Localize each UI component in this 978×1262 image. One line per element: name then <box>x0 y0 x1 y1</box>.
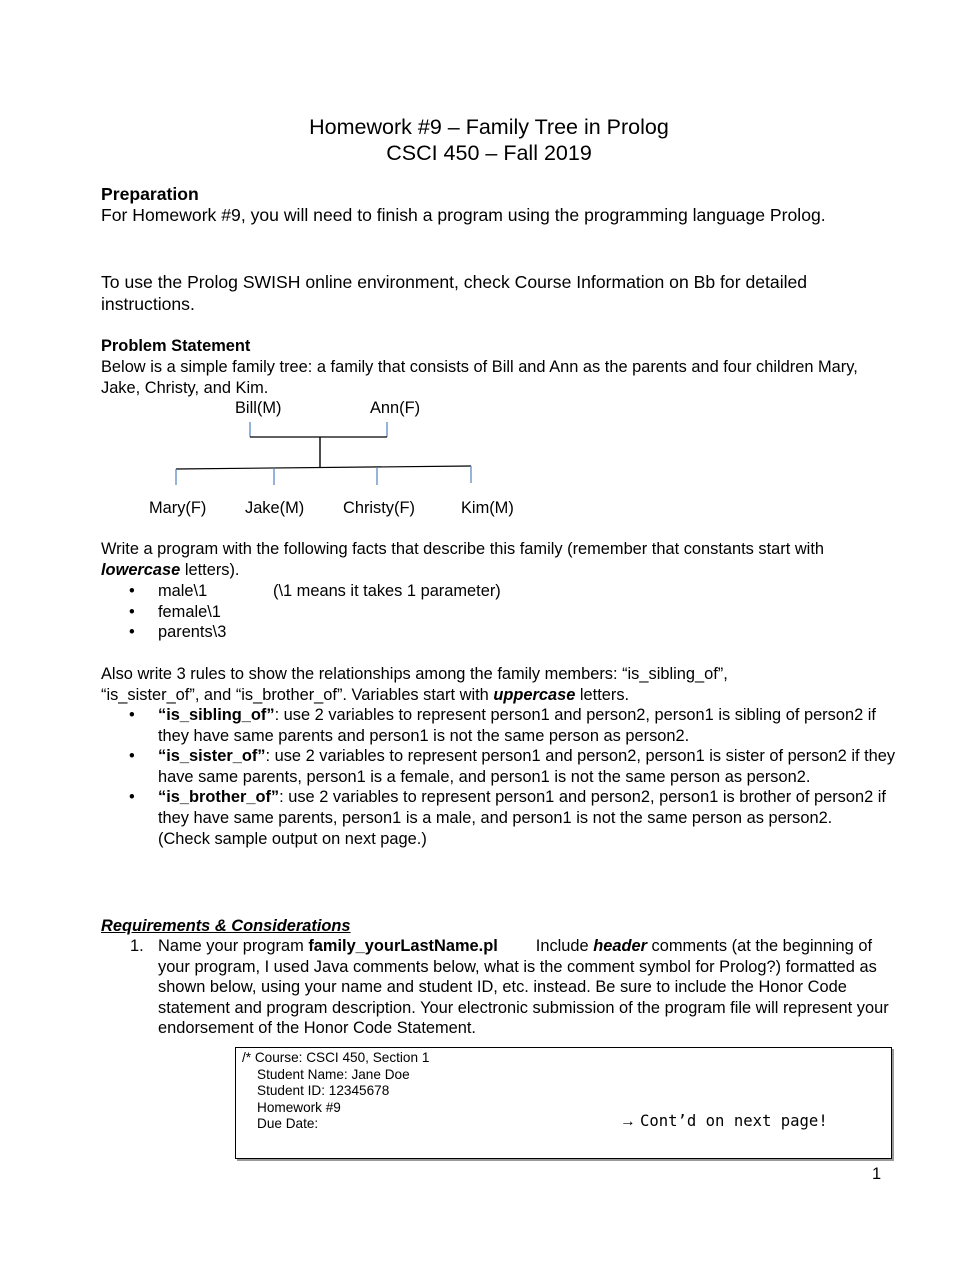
rules-intro: Also write 3 rules to show the relationships among the family members: “is_sibling_of”, “is_sister_of”, and “is_brother_of”. Variables start with uppercase letters. <box>101 665 728 704</box>
family-tree-diagram <box>0 395 978 525</box>
facts-intro: Write a program with the following facts that describe this family (remember that constants start with lowercase letters). <box>101 540 824 579</box>
code-line: Homework #9 <box>257 1099 341 1115</box>
list-item: 1. Name your program family_yourLastName.pl Include header comments (at the beginning of your program, I used Java comments below, what is the comment symbol for Prolog?) formatted as shown below, using your name and student ID, etc. instead. Be sure to include the Honor Code statement and program description. Your electronic submission of the program file will represent your endorsement of the Honor Code Statement. <box>130 937 889 1038</box>
list-item: • “is_sibling_of”: use 2 variables to represent person1 and person2, person1 is sibling of person2 if they have same parents and person1 is not the same person as person2. <box>101 705 901 746</box>
requirements-heading: Requirements & Considerations <box>101 917 351 935</box>
problem-intro: Below is a simple family tree: a family that consists of Bill and Ann as the parents and four children Mary, Jake, Christy, and Kim. <box>101 358 858 397</box>
list-item: • “is_sister_of”: use 2 variables to represent person1 and person2, person1 is sister of person2 if they have same parents, person1 is a female, and person1 is not the same person as person2. <box>101 746 901 787</box>
program-filename: family_yourLastName.pl <box>308 937 498 955</box>
problem-heading: Problem Statement <box>101 337 251 355</box>
document-title: Homework #9 – Family Tree in Prolog <box>309 115 669 139</box>
header-emphasis: header <box>593 937 647 955</box>
tree-node-mother: Ann(F) <box>370 399 421 417</box>
list-item: • “is_brother_of”: use 2 variables to represent person1 and person2, person1 is brother of person2 if they have same parents, person1 is a male, and person1 is not the same person as person2. (Check sample output on next page.) <box>101 787 901 849</box>
preparation-heading: Preparation <box>101 184 199 204</box>
children-bar <box>176 466 471 469</box>
tree-node-child-kim: Kim(M) <box>461 499 514 517</box>
rules-list <box>101 705 901 849</box>
arrow-right-icon: → <box>620 1113 636 1130</box>
list-item: • parents\3 <box>101 622 901 643</box>
requirements-list <box>101 936 901 1039</box>
rule-name: “is_sibling_of” <box>158 706 275 724</box>
tree-node-father: Bill(M) <box>235 399 282 417</box>
page-number: 1 <box>872 1165 882 1183</box>
tree-node-child-jake: Jake(M) <box>245 499 305 517</box>
rule-name: “is_sister_of” <box>158 747 266 766</box>
document-subtitle: CSCI 450 – Fall 2019 <box>386 141 592 165</box>
sample-output-note: (Check sample output on next page.) <box>158 829 427 848</box>
rule-name: “is_brother_of” <box>158 788 280 807</box>
tree-node-child-christy: Christy(F) <box>343 499 415 517</box>
header-comment-sample <box>235 1047 892 1159</box>
preparation-paragraph-2: To use the Prolog SWISH online environment, check Course Information on Bb for detailed instructions. <box>101 272 808 314</box>
code-line: Student Name: Jane Doe <box>257 1066 410 1082</box>
facts-note: (\1 means it takes 1 parameter) <box>273 582 501 600</box>
uppercase-emphasis: uppercase <box>493 685 576 704</box>
list-item: • female\1 <box>101 602 901 623</box>
code-line: Due Date: <box>257 1116 319 1132</box>
list-item: • male\1 (\1 means it takes 1 parameter) <box>101 581 901 602</box>
list-number: 1. <box>130 937 144 955</box>
tree-node-child-mary: Mary(F) <box>149 499 207 517</box>
code-line: /* Course: CSCI 450, Section 1 <box>242 1050 430 1065</box>
facts-list <box>101 581 901 643</box>
lowercase-emphasis: lowercase <box>101 560 181 579</box>
preparation-paragraph-1: For Homework #9, you will need to finish a program using the programming language Prolog. <box>101 205 826 225</box>
code-line: Student ID: 12345678 <box>257 1083 390 1099</box>
continued-note: → Cont’d on next page! <box>620 1112 828 1130</box>
code-lines <box>242 1050 429 1133</box>
